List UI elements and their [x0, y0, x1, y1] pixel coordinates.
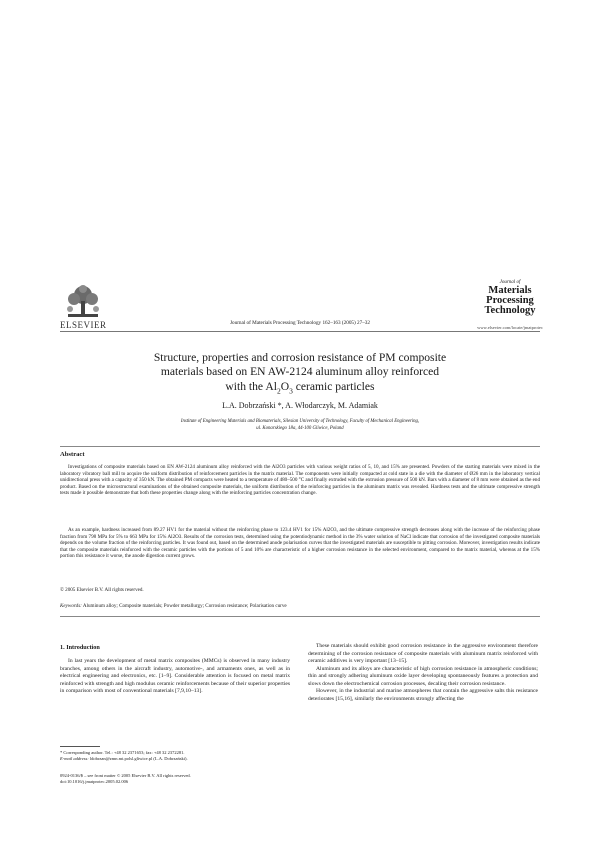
issn-line: 0924-0136/$ – see front matter © 2005 Elsevier B.V. All rights reserved.	[60, 773, 191, 778]
email-label: E-mail address:	[60, 756, 89, 761]
footnote-divider	[60, 746, 100, 747]
footnote-email	[60, 756, 290, 762]
section-heading-introduction: 1. Introduction	[60, 644, 100, 651]
abstract-bottom-divider	[60, 616, 540, 617]
corresponding-author-footnote	[60, 750, 290, 762]
title-line-3: with the $Al_2O_3$ ceramic particles	[225, 379, 375, 396]
journal-reference: Journal of Materials Processing Technology 162–163 (2005) 27–32	[229, 320, 370, 326]
right-column	[308, 643, 538, 703]
intro-paragraph-4: However, in the industrial and marine atmospheres that contain the aggressive salts this resistance deteriorates [15,16], similarly the environments strongly affecting the	[308, 688, 538, 702]
abstract-top-divider	[60, 446, 540, 447]
publisher-name: ELSEVIER	[60, 320, 107, 330]
keywords	[60, 603, 540, 609]
keywords-list: Aluminum alloy; Composite materials; Powder metallurgy; Corrosion resistance; Polarisation curve	[81, 603, 287, 609]
copyright-notice: © 2005 Elsevier B.V. All rights reserved.	[60, 587, 144, 593]
left-column	[60, 658, 290, 696]
title-line-1: Structure, properties and corrosion resistance of PM composite	[153, 351, 447, 364]
article-title	[60, 351, 540, 399]
header-divider	[60, 331, 540, 332]
abstract-paragraph-2: As an example, hardness increased from 89.27 HV1 for the material without the reinforcing phase to 123.4 HV1 for 15% Al2O3, and the ultimate compressive strength decreases along with the increase of the reinforcing phase fraction from 798 MPa for 5% to 663 MPa for 15% Al2O3. Results of the corrosion tests, determined using the potentiodynamic method in the 3% water solution of NaCl indicate that corrosion of the investigated composite materials depends on the volume fraction of the reinforcing particles. It was found out, based on the determined anode polarisation curves that the investigated materials are susceptible to pitting corrosion. Moreover, investigation results indicate that the composite materials reinforced with the ceramic particles with the portions of 5 and 10% are characteristic of a higher corrosion resistance in the selected environment, compared to the matrix material, whereas at the 15% portion this resistance it worse, the anode digestion current grows.	[60, 527, 540, 560]
elsevier-tree-logo	[62, 285, 104, 319]
abstract-paragraph-1: Investigations of composite materials based on EN AW-2124 aluminum alloy reinforced with the Al2O3 particles with various weight ratios of 5, 10, and 15% are presented. Powders of the starting materials were mixed in the laboratory vibratory ball mill to acquire the uniform distribution of reinforcement particles in the matrix material. The components were initially compacted at cold state in a die with the diameter of Ø26 mm in the laboratory vertical unidirectional press with a capacity of 350 kN. The obtained PM compacts were heated to a temperature of 480–500 °C and finally extruded with the extrusion pressure of 500 kN. Bars with a diameter of 8 mm were obtained as the end product. Based on the microstructural examinations of the obtained composite materials, the uniform distribution of the reinforcing particles in the aluminum matrix was revealed. Hardness tests and the ultimate compressive strength tests made it possible demonstrate that both these properties change along with the reinforcing particles concentration change.	[60, 464, 540, 497]
journal-url[interactable]: www.elsevier.com/locate/jmatprotec	[477, 325, 543, 330]
affiliation-line-1: Institute of Engineering Materials and Biomaterials, Silesian University of Technology, Faculty of Mechanical Engineering,	[180, 419, 420, 424]
issn-doi	[60, 773, 290, 785]
journal-logo-prefix: Journal of	[499, 280, 521, 285]
journal-logo-line2: Processing	[486, 295, 534, 306]
intro-paragraph-2: These materials should exhibit good corrosion resistance in the aggressive environment therefore determining of the corrosion resistance of composite materials with aluminum matrix reinforced with ceramic additives is very important [13–15].	[308, 643, 538, 664]
email-address[interactable]: ldobrzan@zmn.mt.polsl.gliwice.pl (L.A. Dobrzański).	[88, 756, 188, 761]
intro-paragraph-1: In last years the development of metal matrix composites (MMCs) is observed in many industry branches, among others in the aircraft industry, automotive-, and armaments ones, as well as in electrical engineering and electronics, etc. [1–9]. Considerable attention is focused on metal matrix reinforced with strength and high modulus ceramic reinforcements because of their superior properties in comparison with most of conventional materials [7,9,10–13].	[60, 658, 290, 694]
intro-paragraph-3: Aluminum and its alloys are characteristic of high corrosion resistance in atmospheric conditions; thin and strongly adhering aluminum oxide layer developing spontaneously features a protection and slows down the electrochemical corrosion processes, decaling their corrosion resistance.	[308, 665, 538, 687]
abstract-heading: Abstract	[60, 451, 85, 458]
footnote-contact: * Corresponding author. Tel.: +48 32 2371653; fax: +48 32 2372281.	[60, 750, 185, 755]
journal-logo-line1: Materials	[488, 285, 532, 296]
author-list: L.A. Dobrzański *, A. Włodarczyk, M. Adamiak	[222, 401, 378, 410]
journal-logo	[480, 280, 540, 316]
author-affiliation	[80, 419, 520, 432]
keywords-label: Keywords:	[60, 603, 82, 609]
doi-line[interactable]: doi:10.1016/j.jmatprotec.2005.02.006	[60, 779, 129, 784]
title-line-2: materials based on EN AW-2124 aluminum alloy reinforced	[160, 365, 440, 379]
journal-logo-line3: Technology	[484, 305, 536, 316]
affiliation-line-2: ul. Konarskiego 18a, 44-100 Gliwice, Poland	[256, 425, 344, 431]
